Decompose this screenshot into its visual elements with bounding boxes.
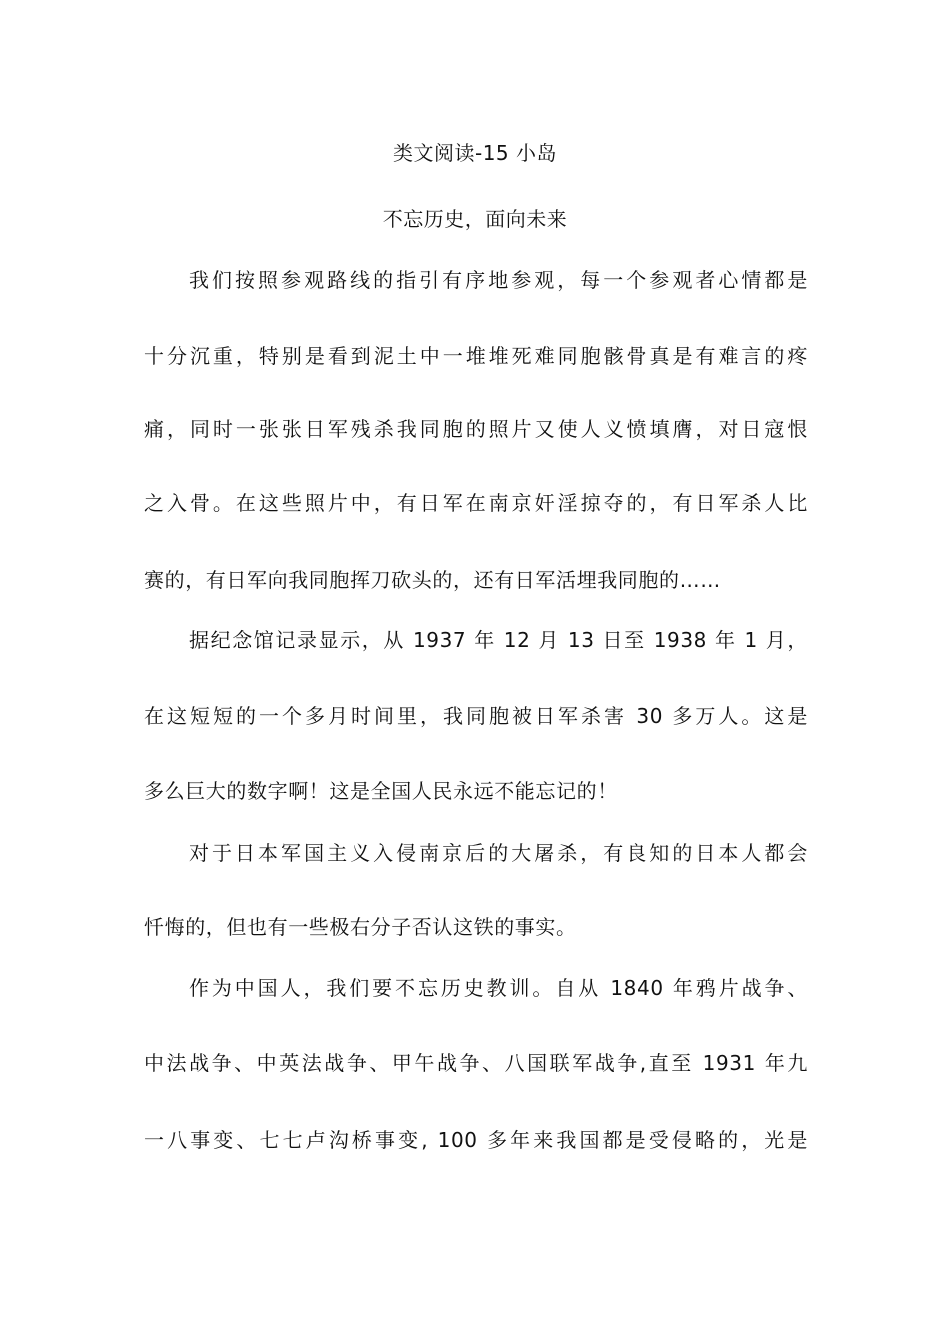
paragraph-line: 在这短短的一个多月时间里，我同胞被日军杀害 30 多万人。这是: [144, 704, 808, 728]
paragraph-line: 多么巨大的数字啊！这是全国人民永远不能忘记的！: [144, 779, 618, 803]
paragraph-line: 痛，同时一张张日军残杀我同胞的照片又使人义愤填膺，对日寇恨: [144, 417, 808, 441]
paragraph-line: 一八事变、七七卢沟桥事变, 100 多年来我国都是受侵略的，光是: [144, 1128, 808, 1152]
paragraph-line: 赛的，有日军向我同胞挥刀砍头的，还有日军活埋我同胞的……: [144, 568, 721, 592]
document-title: 类文阅读-15 小岛: [392, 141, 558, 165]
paragraph-line: 作为中国人，我们要不忘历史教训。自从 1840 年鸦片战争、: [189, 976, 808, 1000]
paragraph-line: 十分沉重，特别是看到泥土中一堆堆死难同胞骸骨真是有难言的疼: [144, 344, 808, 368]
paragraph-line: 忏悔的，但也有一些极右分子否认这铁的事实。: [144, 915, 577, 939]
paragraph-line: 据纪念馆记录显示，从 1937 年 12 月 13 日至 1938 年 1 月，: [189, 628, 808, 652]
paragraph-line: 我们按照参观路线的指引有序地参观，每一个参观者心情都是: [189, 268, 808, 292]
paragraph-line: 对于日本军国主义入侵南京后的大屠杀，有良知的日本人都会: [189, 841, 808, 865]
document-subtitle: 不忘历史，面向未来: [382, 207, 568, 231]
paragraph-line: 之入骨。在这些照片中，有日军在南京奸淫掠夺的，有日军杀人比: [144, 491, 808, 515]
paragraph-line: 中法战争、中英法战争、甲午战争、八国联军战争,直至 1931 年九: [144, 1051, 808, 1075]
